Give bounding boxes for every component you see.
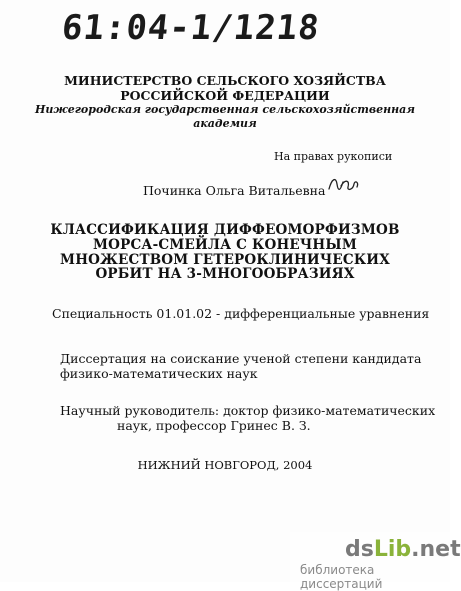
title-line-3: МНОЖЕСТВОМ ГЕТЕРОКЛИНИЧЕСКИХ <box>60 252 390 268</box>
advisor-line-2: наук, профессор Гринес В. З. <box>117 418 311 433</box>
watermark-logo-lib: Lib <box>373 537 412 562</box>
degree-line-1: Диссертация на соискание ученой степени кандидата <box>60 351 422 366</box>
watermark-subtitle: библиотека диссертаций <box>300 563 383 591</box>
author-name: Починка Ольга Витальевна <box>143 183 326 198</box>
rights-note: На правах рукописи <box>274 150 393 163</box>
signature-icon <box>326 174 362 196</box>
degree-line-2: физико-математических наук <box>60 366 258 381</box>
city-year: НИЖНИЙ НОВГОРОД, 2004 <box>137 458 313 472</box>
institution-line-1: Нижегородская государственная сельскохозяйственная <box>34 103 415 116</box>
ministry-line-2: РОССИЙСКОЙ ФЕДЕРАЦИИ <box>120 88 330 103</box>
title-line-2: МОРСА-СМЕЙЛА С КОНЕЧНЫМ <box>93 237 357 253</box>
advisor-line-1: Научный руководитель: доктор физико-математических <box>60 403 436 418</box>
title-line-1: КЛАССИФИКАЦИЯ ДИФФЕОМОРФИЗМОВ <box>50 222 400 238</box>
title-line-4: ОРБИТ НА 3-МНОГООБРАЗИЯХ <box>95 266 355 282</box>
watermark-logo-ds: ds <box>345 537 374 562</box>
watermark-logo-net: .net <box>411 537 461 562</box>
ministry-line-1: МИНИСТЕРСТВО СЕЛЬСКОГО ХОЗЯЙСТВА <box>64 73 386 88</box>
archive-number-handwritten: 61:04-1/1218 <box>59 8 322 48</box>
institution-line-2: академия <box>193 117 257 130</box>
watermark-logo <box>345 537 461 562</box>
specialty: Специальность 01.01.02 - дифференциальные уравнения <box>52 306 430 321</box>
